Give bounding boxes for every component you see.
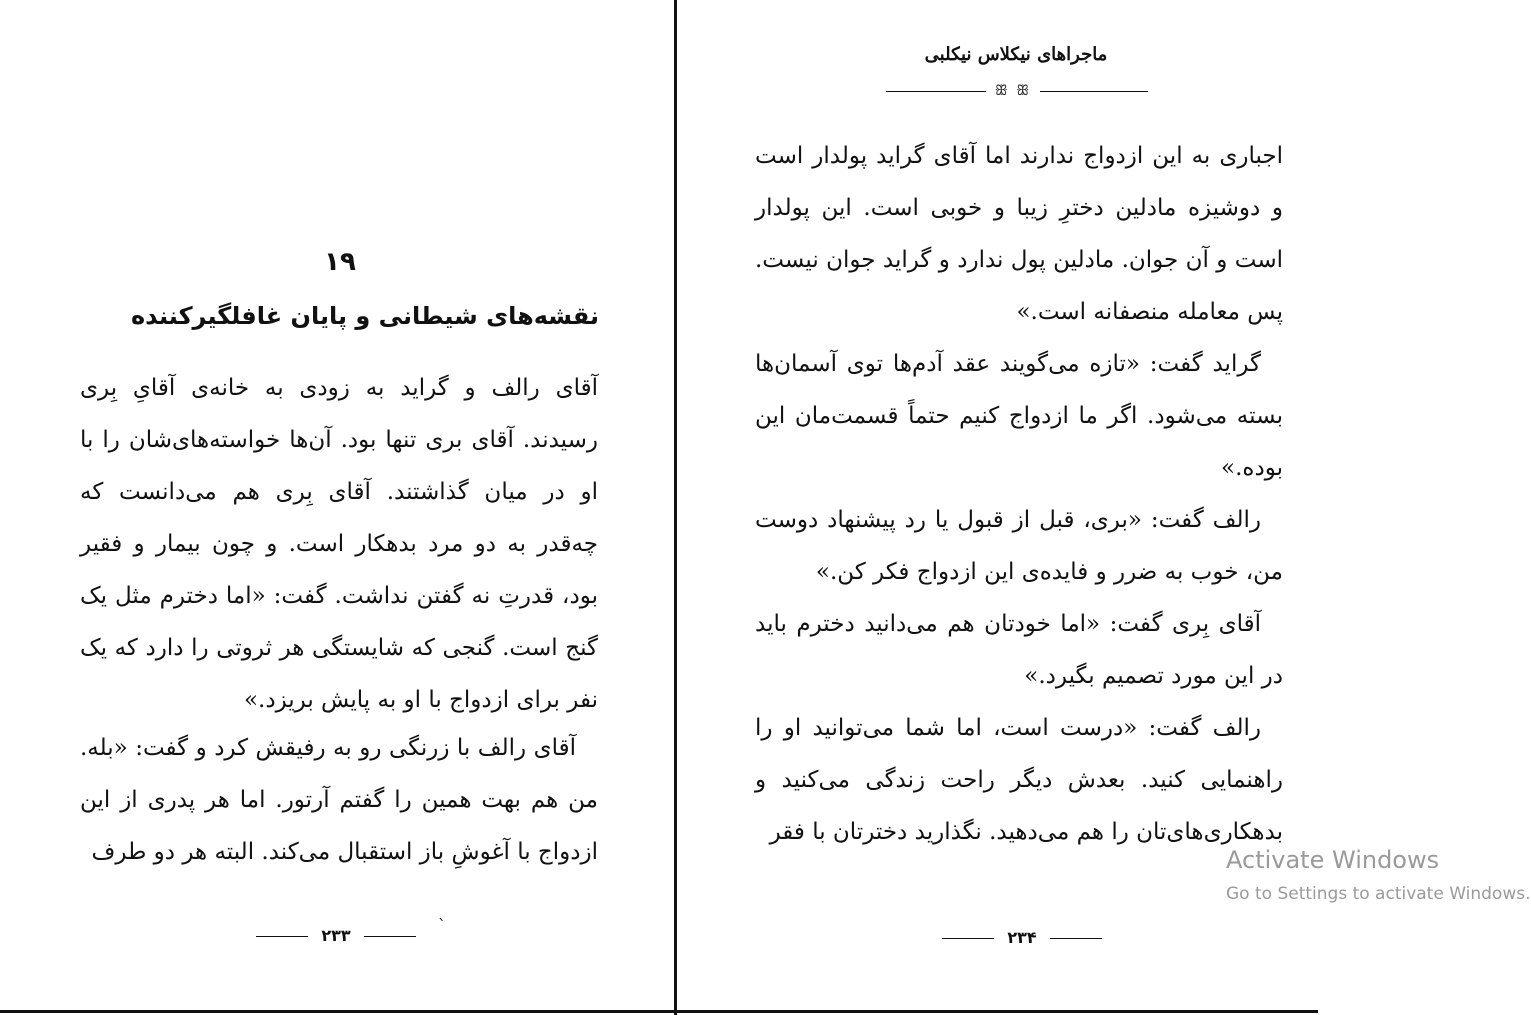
folio-rule-right <box>364 936 416 937</box>
ornament-flourish-icon: ꕥ ꕥ <box>994 83 1032 99</box>
paragraph: آقای رالف و گراید به زودی به خانه‌ی آقایِ بِری رسیدند. آقای بری تنها بود. آن‌ها خواسته‌های‌شان را با او در میان گذاشتند. آقای بِری هم می‌دانست که چه‌قدر به دو مرد بدهکار است. و چون بیمار و فقیر بود، قدرتِ نه گفتن نداشت. گفت: «اما دخترم مثل یک گنج است. گنجی که شایستگی هر ثروتی را دارد که یک نفر برای ازدواج با او به پایش بریزد.» <box>80 375 598 713</box>
folio-number: ۲۳۳ <box>321 926 351 945</box>
left-page <box>0 0 675 1010</box>
paragraph: آقای رالف با زرنگی رو به رفیقش کرد و گفت: «بله. من هم بهت همین را گفتم آرتور. اما هر پدری از این ازدواج با آغوشِ باز استقبال می‌کند. البته هر دو طرف <box>80 735 598 865</box>
activation-title: Activate Windows <box>1226 846 1440 874</box>
paragraph: اجباری به این ازدواج ندارند اما آقای گراید پولدار است و دوشیزه مادلین دخترِ زیبا و خوبی است. این پولدار است و آن جوان. مادلین پول ندارد و گراید جوان نیست. پس معامله منصفانه است.» <box>755 143 1283 325</box>
header-ornament <box>886 80 1148 100</box>
chapter-title: نقشه‌های شیطانی و پایان غافلگیرکننده <box>130 302 600 330</box>
paragraph: آقای بِری گفت: «اما خودتان هم می‌دانید دخترم باید در این مورد تصمیم بگیرد.» <box>755 611 1283 689</box>
folio-rule-left <box>942 938 994 939</box>
ornament-line-right <box>1040 91 1148 92</box>
page-number-233 <box>256 924 416 948</box>
running-head: ماجراهای نیکلاس نیکلبی <box>924 44 1108 65</box>
activate-windows-watermark <box>1226 845 1531 909</box>
folio-rule-left <box>256 936 308 937</box>
ornament-line-left <box>886 91 986 92</box>
stray-mark: ` <box>438 916 446 935</box>
chapter-number: ۱۹ <box>324 247 356 277</box>
bottom-edge-line <box>0 1010 1318 1013</box>
page-number-234 <box>942 926 1102 950</box>
paragraph: رالف گفت: «بری، قبل از قبول یا رد پیشنهاد دوست من، خوب به ضرر و فایده‌ی این ازدواج فکر کن.» <box>755 507 1283 585</box>
paragraph: رالف گفت: «درست است، اما شما می‌توانید او را راهنمایی کنید. بعدش دیگر راحت زندگی می‌کنید و بدهکاری‌های‌تان را هم می‌دهید. نگذارید دخترتان با فقر <box>755 715 1283 845</box>
paragraph: گراید گفت: «تازه می‌گویند عقد آدم‌ها توی آسمان‌ها بسته می‌شود. اگر ما ازدواج کنیم حتماً قسمت‌مان این بوده.» <box>755 351 1283 481</box>
folio-rule-right <box>1050 938 1102 939</box>
folio-number: ۲۳۴ <box>1007 928 1037 947</box>
activation-subtitle: Go to Settings to activate Windows. <box>1226 884 1531 904</box>
